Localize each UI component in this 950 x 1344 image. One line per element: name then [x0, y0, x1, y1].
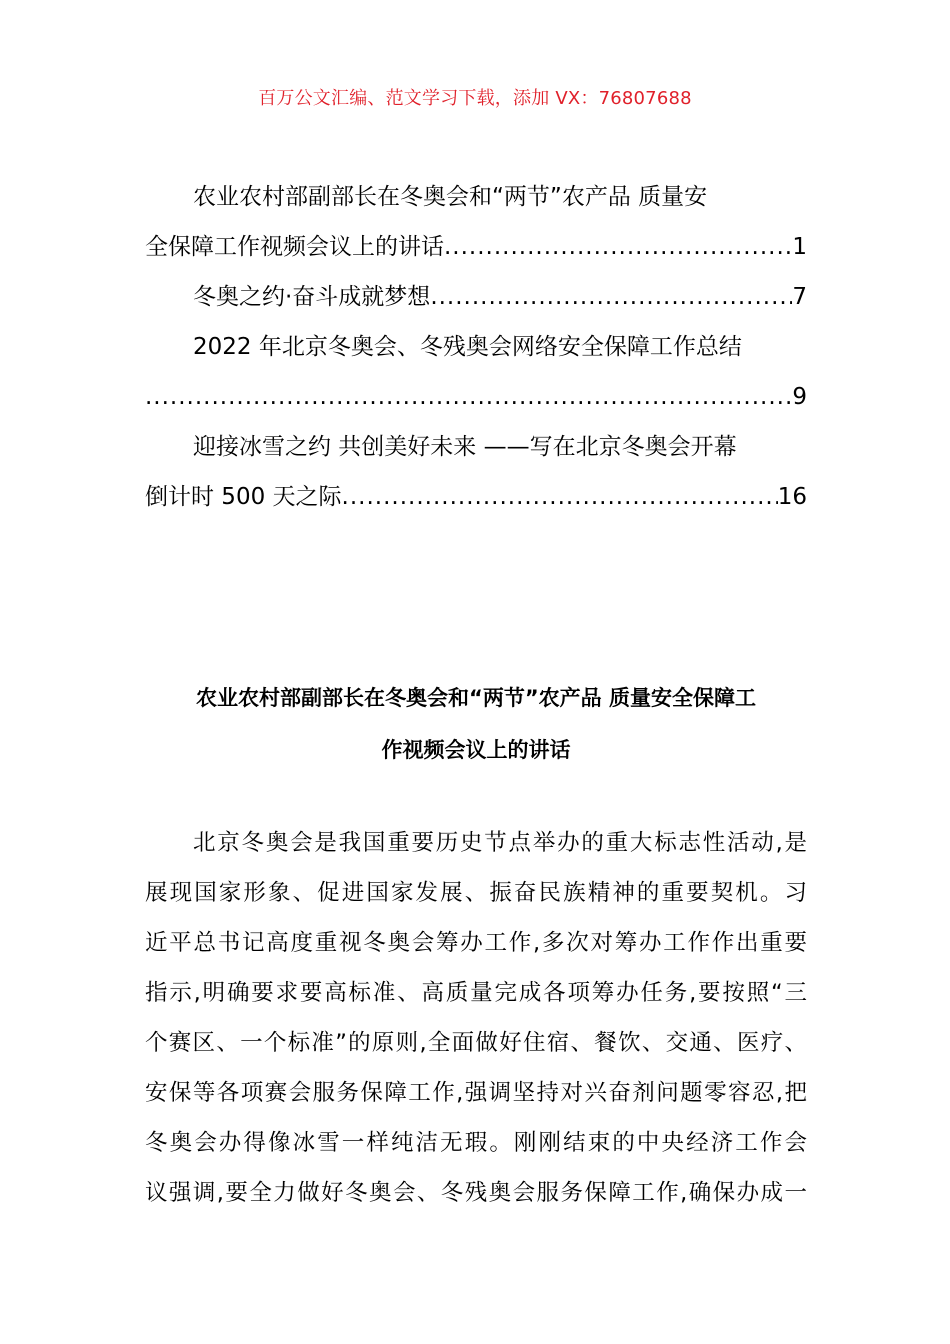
- toc-page-number: 9: [792, 384, 807, 410]
- toc-entry-title: 全保障工作视频会议上的讲话: [145, 234, 444, 260]
- toc-leader-dots: [145, 372, 792, 422]
- body-line: 议强调,要全力做好冬奥会、冬残奥会服务保障工作,确保办成一: [145, 1180, 807, 1206]
- toc-leader-dots: [430, 272, 792, 322]
- toc-entry-3-line-1[interactable]: [145, 322, 807, 372]
- toc-entry-3-line-2[interactable]: [145, 372, 807, 422]
- body-line: 近平总书记高度重视冬奥会筹办工作,多次对筹办工作作出重要: [145, 930, 807, 956]
- toc-leader-dots: [342, 472, 778, 522]
- toc-entry-1-line-2[interactable]: [145, 222, 807, 272]
- body-line: 展现国家形象、促进国家发展、振奋民族精神的重要契机。习: [145, 880, 807, 906]
- toc-entry-4-line-1[interactable]: [145, 422, 807, 472]
- body-line: 冬奥会办得像冰雪一样纯洁无瑕。刚刚结束的中央经济工作会: [145, 1130, 807, 1156]
- body-line: 北京冬奥会是我国重要历史节点举办的重大标志性活动,是: [193, 830, 807, 856]
- toc-entry-title: 迎接冰雪之约 共创美好未来 ——写在北京冬奥会开幕: [193, 434, 737, 460]
- toc-entry-title: 农业农村部副部长在冬奥会和“两节”农产品 质量安: [193, 184, 708, 210]
- watermark-header: 百万公文汇编、范文学习下载，添加 VX：76807688: [258, 88, 692, 109]
- toc-page-number: 16: [777, 484, 807, 510]
- article-title-line-2: 作视频会议上的讲话: [381, 738, 571, 762]
- article-title: [145, 672, 807, 776]
- toc-entry-4-line-2[interactable]: [145, 472, 807, 522]
- article-body: [145, 818, 807, 1218]
- toc-page-number: 7: [792, 284, 807, 310]
- toc-entry-2[interactable]: [145, 272, 807, 322]
- toc-page-number: 1: [792, 234, 807, 260]
- article-title-line-1: 农业农村部副部长在冬奥会和“两节”农产品 质量安全保障工: [196, 686, 756, 710]
- toc-entry-title: 2022 年北京冬奥会、冬残奥会网络安全保障工作总结: [193, 334, 742, 360]
- toc-entry-1-line-1[interactable]: [145, 172, 807, 222]
- toc-entry-title: 倒计时 500 天之际: [145, 484, 342, 510]
- toc-entry-title: 冬奥之约·奋斗成就梦想: [193, 284, 431, 310]
- body-line: 指示,明确要求要高标准、高质量完成各项筹办任务,要按照“三: [145, 980, 807, 1006]
- body-line: 安保等各项赛会服务保障工作,强调坚持对兴奋剂问题零容忍,把: [145, 1080, 807, 1106]
- body-line: 个赛区、一个标准”的原则,全面做好住宿、餐饮、交通、医疗、: [145, 1030, 807, 1056]
- toc-leader-dots: [444, 222, 792, 272]
- table-of-contents: [145, 172, 807, 522]
